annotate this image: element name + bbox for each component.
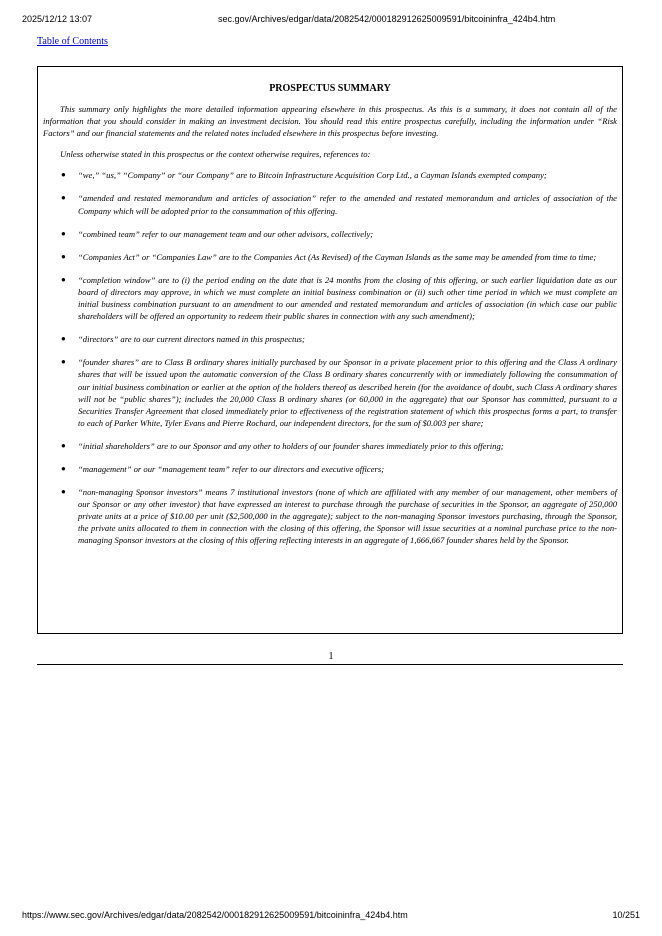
definition-item [43, 251, 617, 263]
definition-item [43, 169, 617, 181]
page-divider [37, 664, 623, 665]
definition-item [43, 228, 617, 240]
definition-item [43, 440, 617, 452]
definition-text: “initial shareholders” are to our Sponsor and any other to holders of our founder shares immediately prior to this offering; [78, 440, 504, 451]
bullet-icon: ● [61, 251, 66, 261]
definition-text: “completion window” are to (i) the period ending on the date that is 24 months from the closing of this offering, or such earlier liquidation date as our board of directors may approve, in which we must complete an initial business combination or (ii) such other time period in which we must complete an initial business combination pursuant to an amendment to our amended and restated memorandum and articles of association (in which case our public shareholders will be offered an opportunity to redeem their public shares in connection with any such amendment); [78, 274, 617, 322]
definition-item [43, 192, 617, 216]
bullet-icon: ● [61, 170, 66, 180]
definition-item [43, 274, 617, 322]
bullet-icon: ● [61, 487, 66, 497]
definition-text: “we,” “us,” “Company” or “our Company” are to Bitcoin Infrastructure Acquisition Corp Ltd., a Cayman Islands exempted company; [78, 170, 547, 181]
table-of-contents-link[interactable]: Table of Contents [37, 36, 108, 47]
definition-item [43, 333, 617, 345]
definition-text: “directors” are to our current directors named in this prospectus; [78, 334, 305, 345]
bullet-icon: ● [61, 440, 66, 450]
definition-text: “combined team” refer to our management team and our other advisors, collectively; [78, 228, 374, 239]
references-intro-paragraph: Unless otherwise stated in this prospectus or the context otherwise requires, references to: [60, 149, 371, 160]
definition-text: “amended and restated memorandum and articles of association” refer to the amended and restated memorandum and articles of association of the Company which will be adopted prior to the consummation of this offering. [78, 193, 617, 216]
definition-item [43, 463, 617, 475]
print-page-count: 10/251 [612, 910, 640, 920]
print-page-title: sec.gov/Archives/edgar/data/2082542/000182912625009591/bitcoininfra_424b4.htm [218, 14, 556, 24]
print-url: https://www.sec.gov/Archives/edgar/data/2082542/000182912625009591/bitcoininfra_424b4.htm [22, 910, 408, 920]
definition-item [43, 356, 617, 429]
definition-text: “Companies Act” or “Companies Law” are to the Companies Act (As Revised) of the Cayman Islands as the same may be amended from time to time; [78, 251, 597, 262]
definition-item [43, 486, 617, 546]
definition-text: “management” or our “management team” refer to our directors and executive officers; [78, 463, 385, 474]
section-heading: PROSPECTUS SUMMARY [269, 83, 391, 94]
definitions-list [43, 169, 617, 546]
page-number: 1 [328, 651, 334, 662]
bullet-icon: ● [61, 334, 66, 344]
print-timestamp: 2025/12/12 13:07 [22, 14, 93, 24]
summary-intro-paragraph: This summary only highlights the more detailed information appearing elsewhere in this prospectus. As this is a summary, it does not contain all of the information that you should consider in making an investment decision. You should read this entire prospectus carefully, including the information under “Risk Factors” and our financial statements and the related notes included elsewhere in this prospectus before investing. [43, 104, 617, 139]
bullet-icon: ● [61, 274, 66, 284]
prospectus-summary-box [37, 66, 623, 634]
bullet-icon: ● [61, 463, 66, 473]
bullet-icon: ● [61, 357, 66, 367]
definition-text: “founder shares” are to Class B ordinary shares initially purchased by our Sponsor in a private placement prior to this offering and the Class A ordinary shares that will be issued upon the automatic conversion of the Class B ordinary shares concurrently with or immediately following the consummation of our initial business combination or earlier at the option of the holders thereof as described herein (for the avoidance of doubt, such Class A ordinary shares will not be “public shares”); includes the 20,000 Class B ordinary shares (or 60,000 in the aggregate) that our Sponsor has committed, pursuant to a Securities Transfer Agreement that closed immediately prior to effectiveness of the registration statement of which this prospectus forms a part, to transfer to each of Parker White, Tyler Evans and Pierre Rochard, our independent directors, for the sum of $0.003 per share; [78, 357, 617, 428]
definition-text: “non-managing Sponsor investors” means 7 institutional investors (none of which are affiliated with any member of our management, other members of our Sponsor or any other investor) that have expressed an interest to purchase through the purchase of securities in the Sponsor, an aggregate of 250,000 private units at a price of $10.00 per unit ($2,500,000 in the aggregate); subject to the non-managing Sponsor investors purchasing, through the Sponsor, the private units allocated to them in connection with the closing of this offering, the Sponsor will issue securities at a nominal purchase price to the non-managing Sponsor investors at the closing of this offering reflecting interests in an aggregate of 1,666,667 founder shares held by the Sponsor. [78, 487, 617, 546]
bullet-icon: ● [61, 228, 66, 238]
bullet-icon: ● [61, 193, 66, 203]
